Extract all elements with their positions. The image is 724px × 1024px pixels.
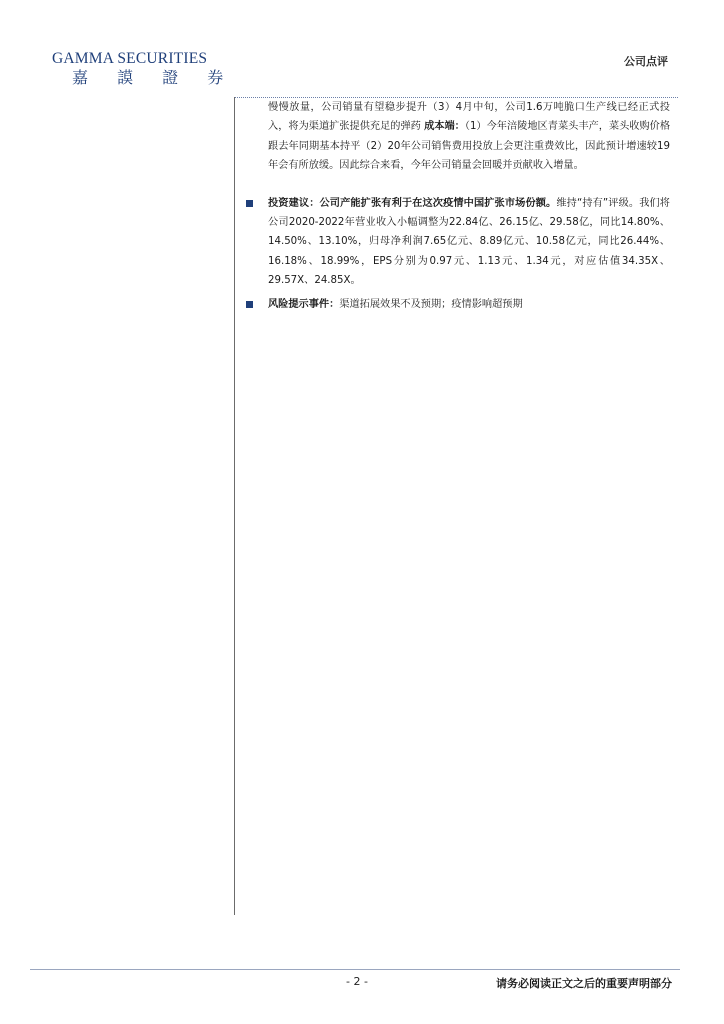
logo-chinese: 嘉 謨 證 券: [72, 68, 236, 87]
investment-advice-text: 维持“持有”评级。我们将公司2020-2022年营业收入小幅调整为22.84亿、26.15亿、29.58亿，同比14.80%、14.50%、13.10%，归母净利润7.65亿元、8.89亿元、10.58亿元，同比26.44%、16.18%、18.99%，EPS分别为0.97元、1.13元、1.34元，对应估值34.35X、29.57X、24.85X。: [268, 197, 670, 287]
investment-advice-heading: 投资建议：公司产能扩张有利于在这次疫情中国扩张市场份额。: [268, 197, 557, 209]
risk-warning-heading: 风险提示事件：: [268, 298, 340, 310]
logo-english: GAMMA SECURITIES: [52, 50, 208, 67]
investment-advice-item: [244, 194, 670, 291]
square-bullet-icon: [246, 200, 253, 207]
footer-divider: [30, 969, 680, 970]
risk-warning-text: 渠道拓展效果不及预期；疫情影响超预期: [339, 298, 523, 310]
continued-paragraph: [244, 98, 670, 176]
risk-warning-item: [244, 295, 670, 314]
document-type-label: 公司点评: [624, 55, 668, 68]
column-divider: [234, 97, 235, 915]
paragraph-text: 慢慢放量，公司销量有望稳步提升（3）4月中旬，公司1.6万吨脆口生产线已经正式投入，将为渠道扩张提供充足的弹药: [268, 102, 670, 133]
footer-disclaimer: 请务必阅读正文之后的重要声明部分: [496, 977, 672, 990]
company-logo: [52, 50, 242, 88]
square-bullet-icon: [246, 301, 253, 308]
page-number: - 2 -: [346, 975, 368, 988]
paragraph-bold-lead: 成本端：: [424, 121, 465, 133]
paragraph-text-tail: （1）今年涪陵地区青菜头丰产，菜头收购价格跟去年同期基本持平（2）20年公司销售费用投放上会更注重费效比，因此预计增速较19年会有所放缓。因此综合来看，今年公司销量会回暖并贡献收入增量。: [268, 121, 671, 172]
report-body: [244, 98, 670, 314]
